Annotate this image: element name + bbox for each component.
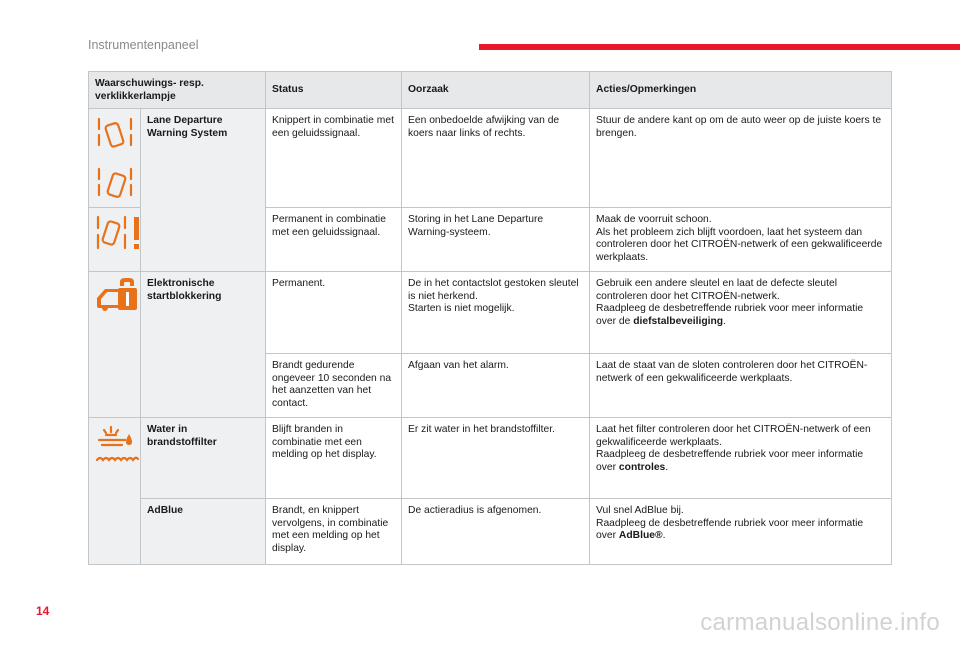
page-section-title: Instrumentenpaneel bbox=[88, 38, 199, 52]
header-cause: Oorzaak bbox=[402, 72, 590, 109]
actions-text-end: . bbox=[665, 462, 669, 474]
cause-cell: Een onbedoelde afwijking van de koers naar links of rechts. bbox=[402, 108, 590, 207]
actions-text-end: . bbox=[662, 530, 666, 542]
cause-cell: Er zit water in het brandstoffilter. bbox=[402, 417, 590, 498]
actions-cell: Stuur de andere kant op om de auto weer op de juiste koers te brengen. bbox=[590, 108, 892, 207]
actions-cell: Maak de voorruit schoon. Als het probleem zich blijft voordoen, laat het systeem dan controleren door het CITROËN-netwerk of een gekwalificeerde werkplaats. bbox=[590, 207, 892, 271]
header-lamp: Waarschuwings- resp. verklikkerlampje bbox=[89, 72, 266, 109]
table-header-row bbox=[89, 72, 892, 109]
status-cell: Knippert in combinatie met een geluidssignaal. bbox=[266, 108, 402, 207]
icon-cell bbox=[89, 271, 141, 417]
cause-cell: De in het contactslot gestoken sleutel is niet herkend. Starten is niet mogelijk. bbox=[402, 271, 590, 353]
table-row bbox=[89, 498, 892, 564]
table-row bbox=[89, 417, 892, 498]
lane-departure-icon bbox=[95, 115, 135, 203]
status-cell: Brandt, en knippert vervolgens, in combinatie met een melding op het display. bbox=[266, 498, 402, 564]
actions-cell bbox=[590, 417, 892, 498]
watermark: carmanualsonline.info bbox=[700, 609, 940, 636]
actions-text: Laat het filter controleren door het CITROËN-netwerk of een gekwalificeerde werkplaats. Raadpleeg de desbetreffende rubriek voor meer informatie over bbox=[596, 423, 871, 474]
actions-link-text: controles bbox=[618, 462, 666, 474]
status-cell: Brandt gedurende ongeveer 10 seconden na het aanzetten van het contact. bbox=[266, 353, 402, 417]
page-number: 14 bbox=[36, 604, 50, 618]
actions-cell: Laat de staat van de sloten controleren door het CITROËN-netwerk of een gekwalificeerde werkplaats. bbox=[590, 353, 892, 417]
lamp-name: AdBlue bbox=[141, 498, 266, 564]
actions-link-text: AdBlue® bbox=[618, 530, 663, 542]
actions-text-end: . bbox=[723, 316, 726, 328]
icon-cell bbox=[89, 108, 141, 207]
water-in-fuel-icon bbox=[95, 424, 139, 464]
header-actions: Acties/Opmerkingen bbox=[590, 72, 892, 109]
table-row bbox=[89, 108, 892, 207]
status-cell: Blijft branden in combinatie met een melding op het display. bbox=[266, 417, 402, 498]
icon-cell bbox=[89, 417, 141, 564]
header-status: Status bbox=[266, 72, 402, 109]
key-immobiliser-icon bbox=[95, 278, 139, 314]
actions-text: Vul snel AdBlue bij. Raadpleeg de desbetreffende rubriek voor meer informatie over bbox=[596, 504, 864, 542]
icon-cell bbox=[89, 207, 141, 271]
actions-text: Gebruik een andere sleutel en laat de defecte sleutel controleren door het CITROËN-netwerk. Raadpleeg de desbetreffende rubriek voor meer informatie over de bbox=[596, 277, 864, 328]
warning-lights-table bbox=[88, 71, 892, 565]
lamp-name: Water in brandstoffilter bbox=[141, 417, 266, 498]
status-cell: Permanent. bbox=[266, 271, 402, 353]
header-accent-bar bbox=[479, 44, 960, 50]
actions-link-text: diefstalbeveiliging bbox=[633, 316, 724, 328]
cause-cell: De actieradius is afgenomen. bbox=[402, 498, 590, 564]
status-cell: Permanent in combinatie met een geluidssignaal. bbox=[266, 207, 402, 271]
table-row bbox=[89, 271, 892, 353]
actions-cell bbox=[590, 498, 892, 564]
cause-cell: Afgaan van het alarm. bbox=[402, 353, 590, 417]
lamp-name: Lane Departure Warning System bbox=[141, 108, 266, 271]
lamp-name: Elektronische startblokkering bbox=[141, 271, 266, 417]
lane-departure-fault-icon bbox=[95, 214, 143, 252]
cause-cell: Storing in het Lane Departure Warning-systeem. bbox=[402, 207, 590, 271]
actions-cell bbox=[590, 271, 892, 353]
